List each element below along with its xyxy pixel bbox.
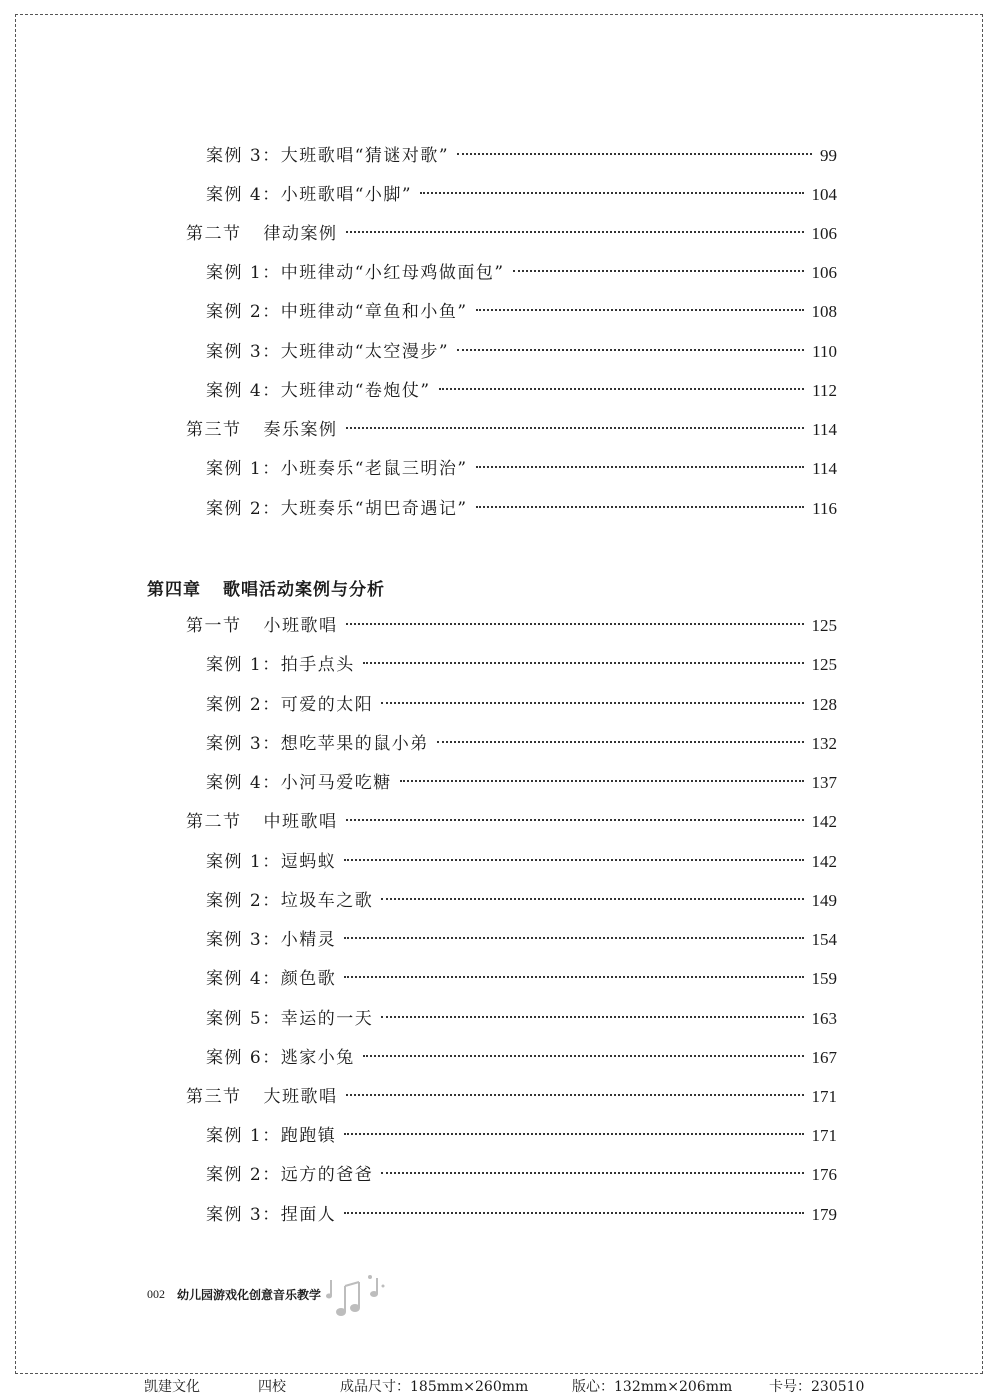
leader-dots (344, 1212, 803, 1214)
section-number: 第二节 (186, 812, 242, 832)
toc-entry[interactable] (206, 144, 837, 168)
toc-entry-label: 案例 5：幸运的一天 (206, 1009, 374, 1029)
toc-page-number: 171 (811, 1126, 837, 1145)
section-number: 第二节 (186, 224, 242, 244)
leader-dots (344, 1133, 803, 1135)
toc-entry[interactable] (206, 340, 837, 364)
toc-page-number: 132 (811, 734, 837, 753)
toc-entry-label: 案例 4：小班歌唱“小脚” (206, 185, 413, 205)
chapter-heading[interactable] (147, 575, 385, 600)
toc-entry-label: 案例 4：大班律动“卷炮仗” (206, 381, 431, 401)
toc-page-number: 114 (812, 459, 837, 478)
toc-section-label (186, 222, 338, 246)
music-notes-icon (325, 1272, 387, 1320)
leader-dots (476, 309, 804, 311)
toc-entry[interactable] (206, 1163, 837, 1187)
toc-entry-label: 案例 3：想吃苹果的鼠小弟 (206, 734, 429, 754)
trim-size: 成品尺寸：185mm×260mm (340, 1379, 529, 1395)
toc-entry[interactable] (206, 1007, 837, 1031)
toc-entry-label: 案例 2：中班律动“章鱼和小鱼” (206, 302, 468, 322)
leader-dots (457, 153, 812, 155)
leader-dots (439, 388, 805, 390)
toc-page-number: 179 (811, 1205, 837, 1224)
toc-entry[interactable] (206, 1046, 837, 1070)
leader-dots (346, 427, 805, 429)
toc-page-number: 108 (811, 302, 837, 321)
toc-page-number: 116 (812, 499, 837, 518)
toc-section[interactable] (186, 222, 837, 246)
toc-page-number: 137 (811, 773, 837, 792)
footer-book-title: 幼儿园游戏化创意音乐教学 (177, 1288, 322, 1302)
leader-dots (400, 780, 804, 782)
leader-dots (381, 702, 803, 704)
toc-page-number: 176 (811, 1165, 837, 1184)
section-title: 奏乐案例 (263, 420, 338, 440)
toc-section[interactable] (186, 1085, 837, 1109)
toc-section-label (186, 418, 338, 442)
toc-entry-label: 案例 2：远方的爸爸 (206, 1165, 374, 1185)
leader-dots (344, 859, 803, 861)
toc-entry-label: 案例 1：小班奏乐“老鼠三明治” (206, 459, 468, 479)
section-number: 第三节 (186, 1087, 242, 1107)
page-footer (147, 1286, 321, 1303)
toc-page-number: 142 (811, 852, 837, 871)
leader-dots (476, 506, 805, 508)
toc-page-number: 104 (811, 185, 837, 204)
toc-entry[interactable] (206, 379, 837, 403)
leader-dots (476, 466, 805, 468)
leader-dots (437, 741, 804, 743)
toc-entry[interactable] (206, 300, 837, 324)
toc-entry-label: 案例 1：跑跑镇 (206, 1126, 337, 1146)
toc-entry[interactable] (206, 1124, 837, 1148)
leader-dots (381, 1172, 803, 1174)
toc-entry[interactable] (206, 889, 837, 913)
section-title: 中班歌唱 (263, 812, 338, 832)
leader-dots (346, 1094, 804, 1096)
toc-page-number: 167 (811, 1048, 837, 1067)
toc-section[interactable] (186, 614, 837, 638)
toc-entry[interactable] (206, 457, 837, 481)
toc-entry-label: 案例 4：颜色歌 (206, 969, 337, 989)
toc-entry-label: 案例 2：垃圾车之歌 (206, 891, 374, 911)
toc-entry-label: 案例 6：逃家小兔 (206, 1048, 355, 1068)
leader-dots (381, 898, 803, 900)
section-number: 第三节 (186, 420, 242, 440)
toc-page-number: 142 (811, 812, 837, 831)
toc-section-label (186, 810, 338, 834)
toc-entry[interactable] (206, 967, 837, 991)
chapter-title: 歌唱活动案例与分析 (223, 580, 385, 600)
leader-dots (344, 976, 803, 978)
toc-section[interactable] (186, 810, 837, 834)
toc-page-number: 106 (811, 263, 837, 282)
toc-entry-label: 案例 3：大班歌唱“猜谜对歌” (206, 146, 450, 166)
toc-page-number: 112 (812, 381, 837, 400)
card-number: 卡号：230510 (769, 1379, 865, 1395)
toc-entry-label: 案例 3：大班律动“太空漫步” (206, 342, 450, 362)
section-title: 小班歌唱 (263, 616, 338, 636)
toc-entry[interactable] (206, 261, 837, 285)
toc-page-number: 110 (812, 342, 837, 361)
toc-entry-label: 案例 2：大班奏乐“胡巴奇遇记” (206, 499, 468, 519)
type-area: 版心：132mm×206mm (572, 1379, 733, 1395)
toc-section[interactable] (186, 418, 837, 442)
footer-page-number: 002 (147, 1287, 165, 1301)
section-title: 大班歌唱 (263, 1087, 338, 1107)
toc-entry-label: 案例 1：拍手点头 (206, 655, 355, 675)
leader-dots (363, 662, 804, 664)
toc-entry-label: 案例 1：逗蚂蚁 (206, 852, 337, 872)
toc-page-number: 128 (811, 695, 837, 714)
leader-dots (363, 1055, 804, 1057)
toc-entry-label: 案例 4：小河马爱吃糖 (206, 773, 392, 793)
toc-entry[interactable] (206, 183, 837, 207)
toc-section-label (186, 614, 338, 638)
toc-page-number: 154 (811, 930, 837, 949)
toc-page-number: 125 (811, 616, 837, 635)
toc-page-number: 106 (811, 224, 837, 243)
toc-page-number: 163 (811, 1009, 837, 1028)
toc-entry[interactable] (206, 693, 837, 717)
toc-entry[interactable] (206, 771, 837, 795)
leader-dots (346, 231, 804, 233)
leader-dots (420, 192, 803, 194)
toc-entry[interactable] (206, 850, 837, 874)
leader-dots (346, 819, 804, 821)
toc-page-number: 171 (811, 1087, 837, 1106)
leader-dots (457, 349, 804, 351)
leader-dots (381, 1016, 803, 1018)
toc-entry-label: 案例 1：中班律动“小红母鸡做面包” (206, 263, 505, 283)
toc-entry[interactable] (206, 732, 837, 756)
leader-dots (513, 270, 804, 272)
toc-entry-label: 案例 3：小精灵 (206, 930, 337, 950)
publisher-name: 凯建文化 (144, 1379, 200, 1395)
toc-page-number: 149 (811, 891, 837, 910)
toc-entry-label: 案例 3：捏面人 (206, 1205, 337, 1225)
toc-section-label (186, 1085, 338, 1109)
toc-entry[interactable] (206, 928, 837, 952)
toc-entry-label: 案例 2：可爱的太阳 (206, 695, 374, 715)
chapter-number: 第四章 (147, 580, 201, 600)
toc-entry[interactable] (206, 653, 837, 677)
leader-dots (346, 623, 804, 625)
toc-page-number: 114 (812, 420, 837, 439)
toc-page-number: 125 (811, 655, 837, 674)
toc-entry[interactable] (206, 1203, 837, 1227)
leader-dots (344, 937, 803, 939)
toc-entry[interactable] (206, 497, 837, 521)
toc-page-number: 99 (820, 146, 837, 165)
section-number: 第一节 (186, 616, 242, 636)
section-title: 律动案例 (263, 224, 338, 244)
toc-page-number: 159 (811, 969, 837, 988)
proof-round: 四校 (258, 1379, 286, 1395)
